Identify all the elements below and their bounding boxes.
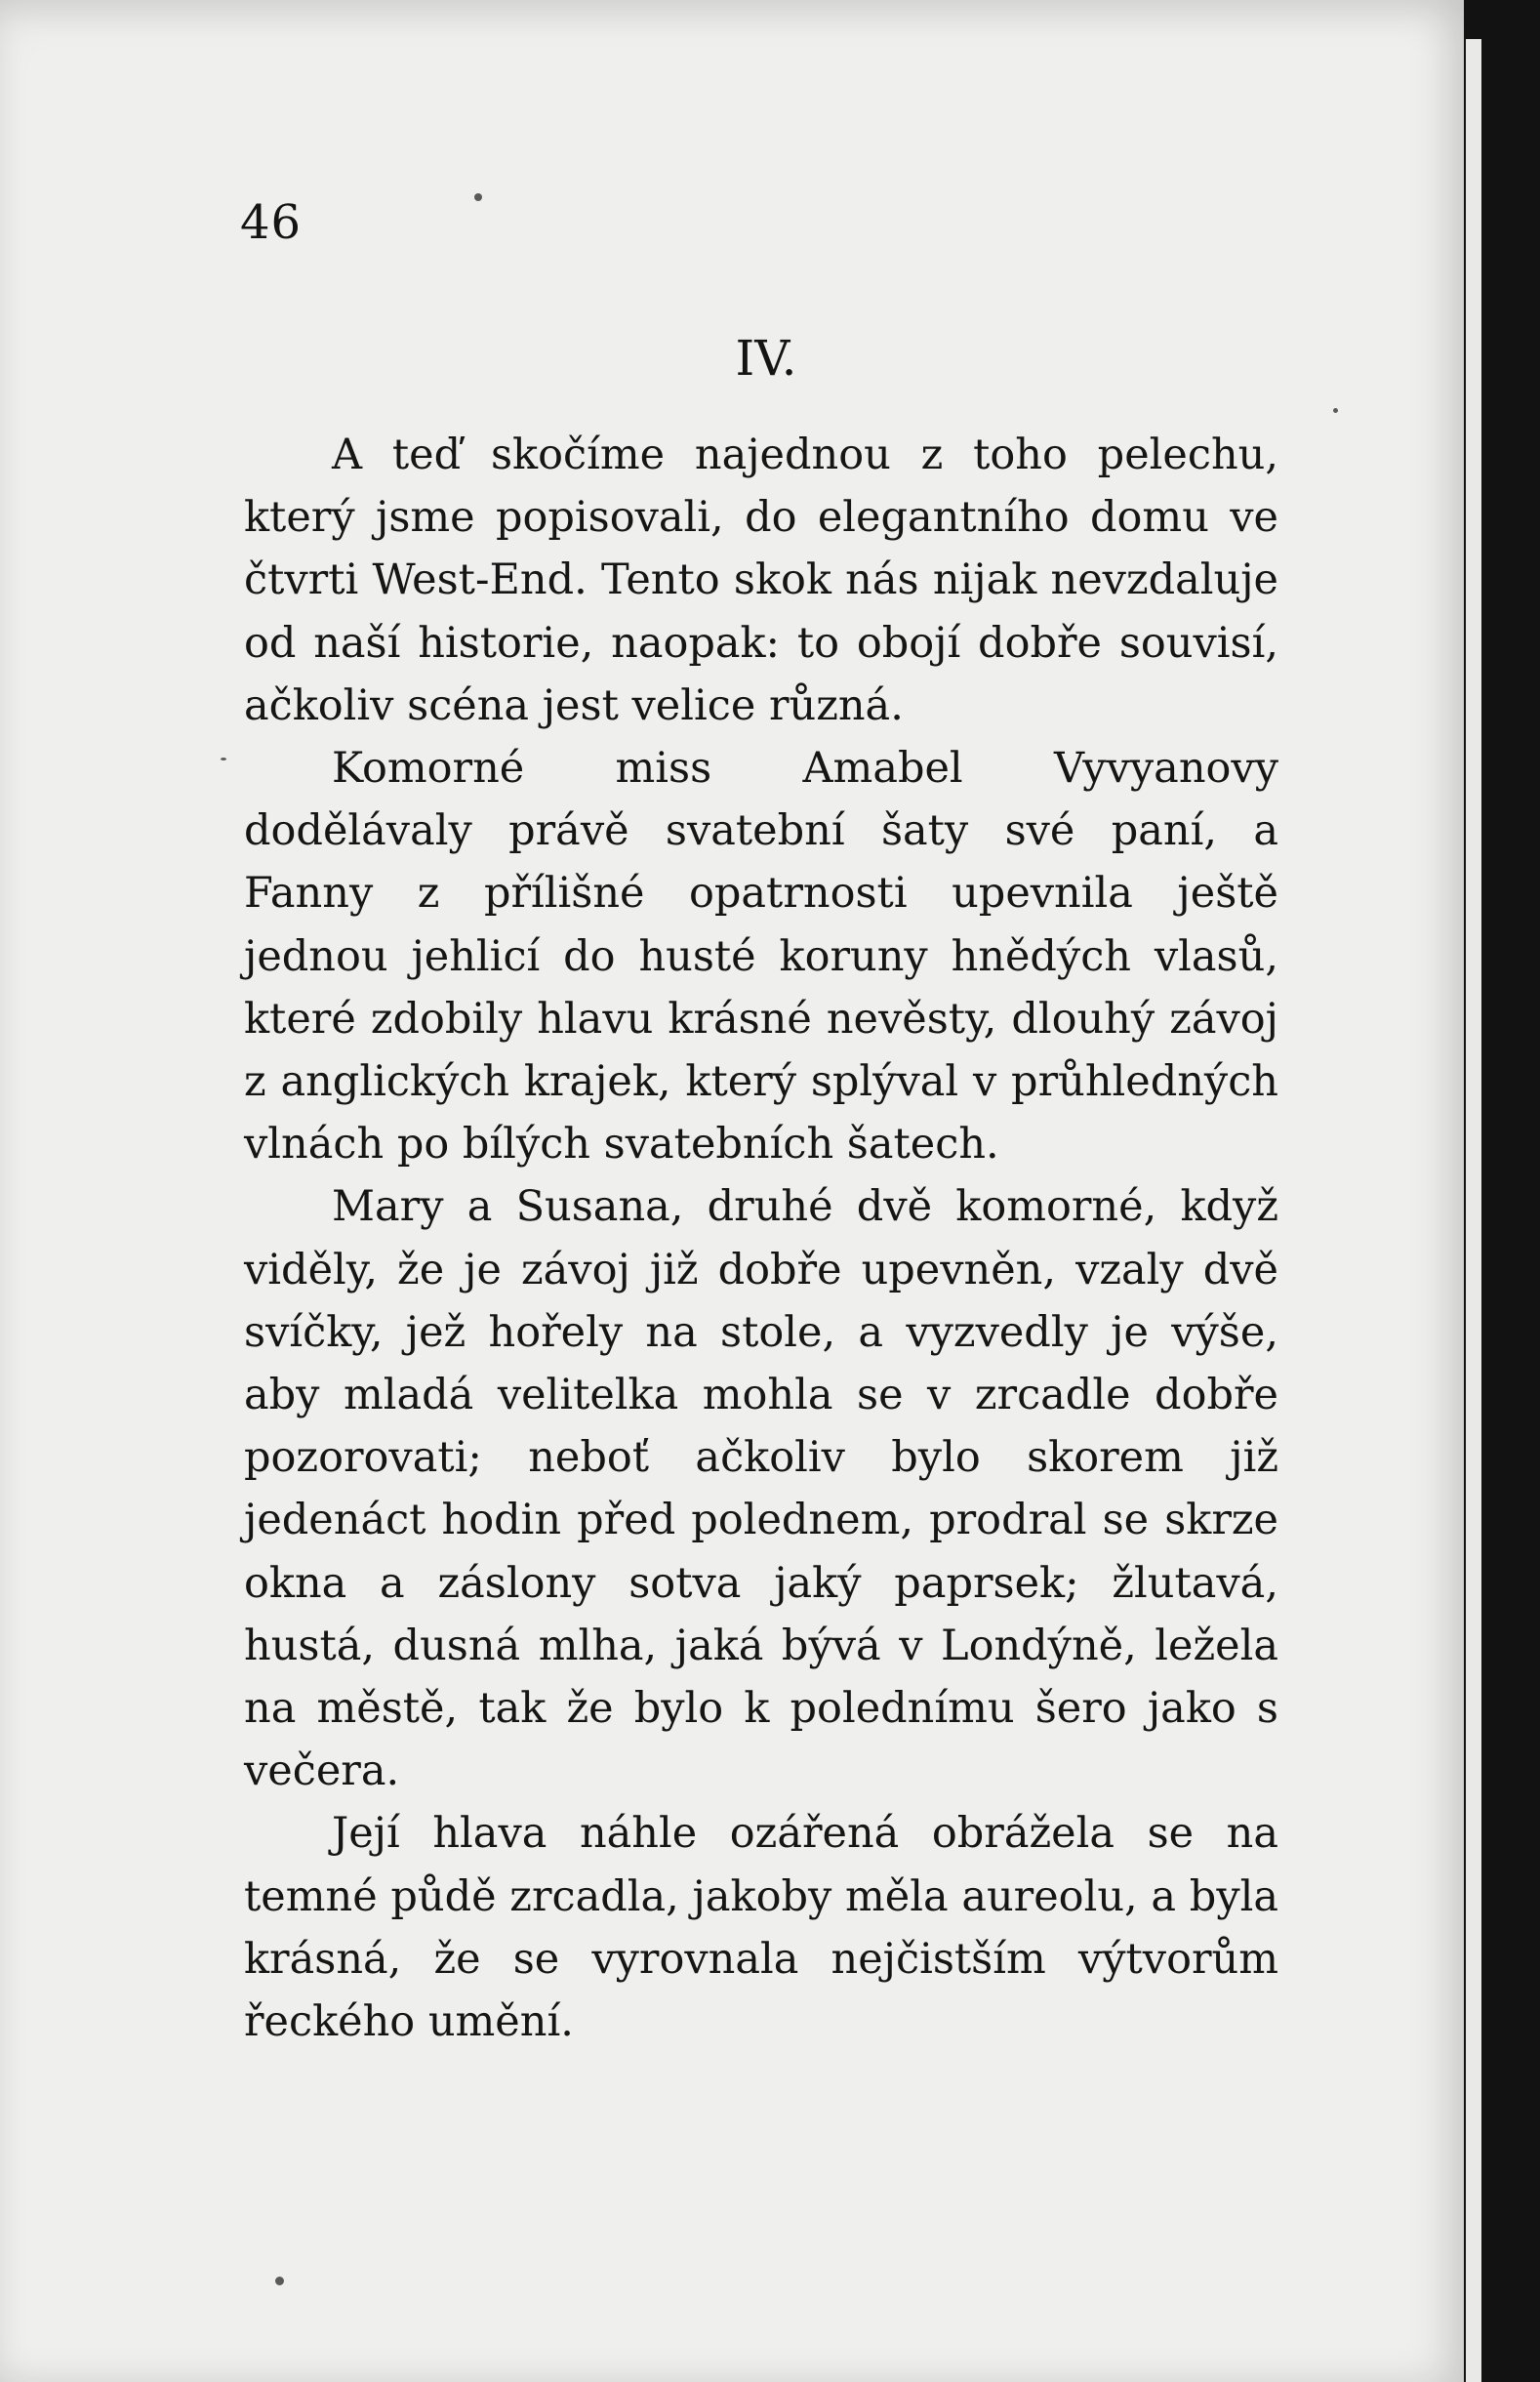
paper-speck [474,193,482,201]
adjacent-page-edge [1466,39,1481,2382]
paper-speck [221,758,226,760]
paragraph: A teď skočíme najednou z toho pelechu, který jsme popisovali, do elegantního domu ve čtvrti West-End. Tento skok nás nijak nevzdaluje od naší historie, naopak: to obojí dobře souvisí, ačkoliv scéna jest velice různá. [244,431,1278,730]
paragraph: Komorné miss Amabel Vyvyanovy dodělávaly právě svatební šaty své paní, a Fanny z přílišné opatrnosti upevnila ještě jednou jehlicí do husté koruny hnědých vlasů, které zdobily hlavu krásné nevěsty, dlouhý závoj z anglických krajek, který splýval v průhledných vlnách po bílých svatebních šatech. [244,744,1278,1170]
body-text [244,424,1278,2053]
paper-speck [1333,408,1338,413]
page-number: 46 [240,195,303,250]
paragraph: Její hlava náhle ozářená obrážela se na temné půdě zrcadla, jakoby měla aureolu, a byla krásná, že se vyrovnala nejčistším výtvorům řeckého umění. [244,1809,1278,2047]
paragraph: Mary a Susana, druhé dvě komorné, když viděly, že je závoj již dobře upevněn, vzaly dvě svíčky, jež hořely na stole, a vyzvedly je výše, aby mladá velitelka mohla se v zrcadle dobře pozorovati; neboť ačkoliv bylo skorem již jedenáct hodin před polednem, prodral se skrze okna a záslony sotva jaký paprsek; žlutavá, hustá, dusná mlha, jaká bývá v Londýně, ležela na městě, tak že bylo k polednímu šero jako s večera. [244,1182,1278,1796]
chapter-heading: IV. [735,330,797,387]
paper-speck [275,2277,284,2285]
